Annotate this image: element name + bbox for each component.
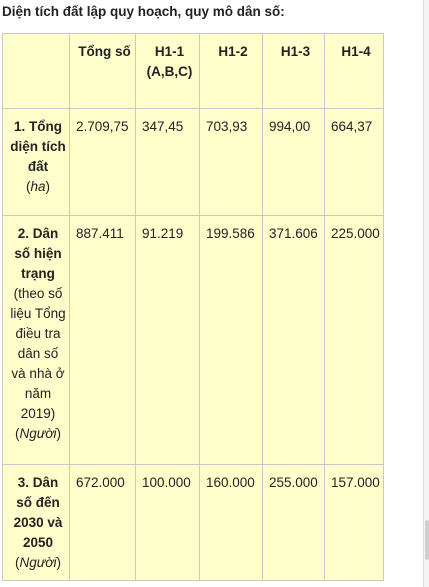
table-row bbox=[3, 465, 384, 581]
value-cell: 199.586 bbox=[200, 216, 263, 465]
row-unit: Người bbox=[19, 426, 57, 441]
header-cell-empty bbox=[3, 34, 70, 109]
row-label-cell bbox=[3, 109, 70, 216]
value-cell: 2.709,75 bbox=[70, 109, 136, 216]
row-unit-line: (ha) bbox=[25, 179, 51, 194]
value-cell: 347,45 bbox=[136, 109, 200, 216]
header-cell-h1-2 bbox=[200, 34, 263, 109]
row-label-cell bbox=[3, 465, 70, 581]
value-cell: 703,93 bbox=[200, 109, 263, 216]
value-cell: 225.000 bbox=[325, 216, 384, 465]
value-cell: 255.000 bbox=[263, 465, 325, 581]
page-scrollbar[interactable] bbox=[423, 0, 429, 587]
header-label-h1-1: H1-1 (A,B,C) bbox=[146, 44, 193, 79]
table-header-row bbox=[3, 34, 384, 109]
land-population-table bbox=[2, 33, 384, 581]
value-cell: 664,37 bbox=[325, 109, 384, 216]
header-cell-total bbox=[70, 34, 136, 109]
row-unit: Người bbox=[19, 555, 57, 570]
header-cell-h1-3 bbox=[263, 34, 325, 109]
header-cell-h1-4 bbox=[325, 34, 384, 109]
value-cell: 371.606 bbox=[263, 216, 325, 465]
value-cell: 100.000 bbox=[136, 465, 200, 581]
value-cell: 160.000 bbox=[200, 465, 263, 581]
row-title: 3. Dân số đến 2030 và 2050 bbox=[13, 475, 63, 550]
value-cell: 887.411 bbox=[70, 216, 136, 465]
value-cell: 672.000 bbox=[70, 465, 136, 581]
row-label-cell bbox=[3, 216, 70, 465]
header-label-h1-2: H1-2 bbox=[218, 44, 248, 59]
row-note: (theo số liệu Tổng điều tra dân số và nhà ở năm 2019) bbox=[10, 286, 66, 421]
table-row bbox=[3, 109, 384, 216]
row-unit: ha bbox=[30, 179, 46, 194]
header-label-total: Tổng số bbox=[78, 44, 131, 59]
header-label-h1-3: H1-3 bbox=[280, 44, 311, 59]
row-title: 2. Dân số hiện trạng bbox=[14, 226, 62, 281]
table-row bbox=[3, 216, 384, 465]
section-heading: Diện tích đất lập quy hoạch, quy mô dân số: bbox=[2, 4, 285, 19]
value-cell: 157.000 bbox=[325, 465, 384, 581]
value-cell: 91.219 bbox=[136, 216, 200, 465]
row-unit-line: (Người) bbox=[15, 555, 61, 570]
row-title: 1. Tổng diện tích đất bbox=[10, 119, 66, 174]
row-unit-line: (Người) bbox=[15, 426, 61, 441]
scrollbar-thumb[interactable] bbox=[425, 520, 429, 560]
value-cell: 994,00 bbox=[263, 109, 325, 216]
header-cell-h1-1 bbox=[136, 34, 200, 109]
header-label-h1-4: H1-4 bbox=[341, 44, 371, 59]
